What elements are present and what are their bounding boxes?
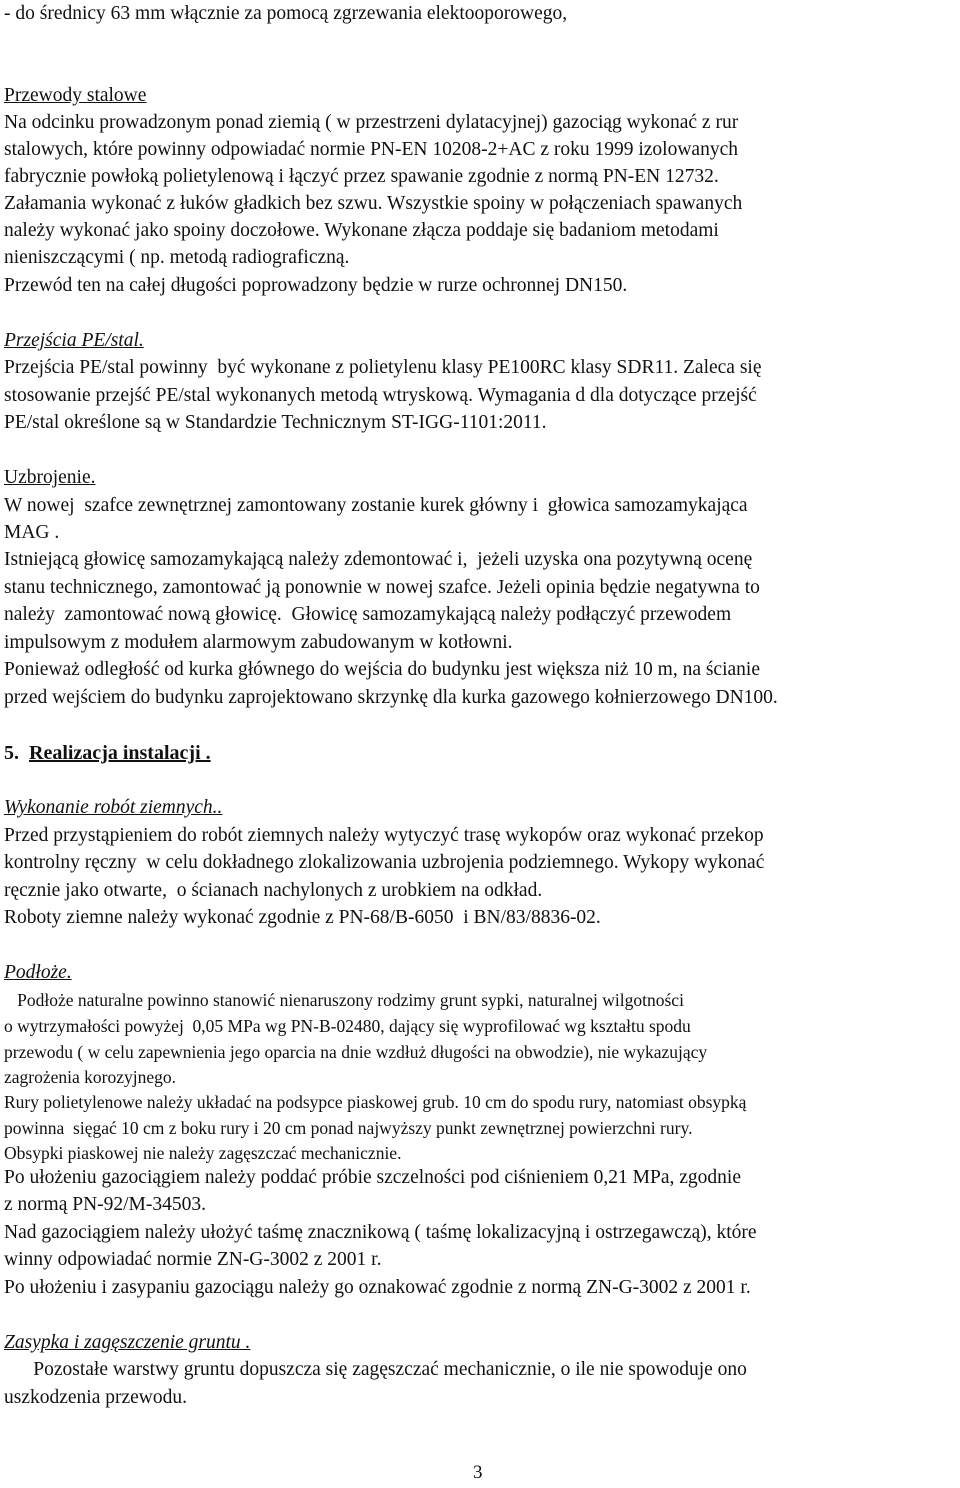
heading-roboty-ziemne: Wykonanie robót ziemnych..: [4, 797, 223, 818]
paragraph-line: przed wejściem do budynku zaprojektowano skrzynkę dla kurka gazowego kołnierzowego DN100.: [4, 687, 778, 708]
paragraph-line: nieniszczącymi ( np. metodą radiograficzną.: [4, 247, 350, 268]
paragraph-line: należy zamontować nową głowicę. Głowicę samozamykającą należy podłączyć przewodem: [4, 604, 732, 625]
paragraph-line: Na odcinku prowadzonym ponad ziemią ( w przestrzeni dylatacyjnej) gazociąg wykonać z rur: [4, 112, 739, 133]
section-title: Realizacja instalacji .: [29, 742, 211, 764]
paragraph-line: Pozostałe warstwy gruntu dopuszcza się zagęszczać mechanicznie, o ile nie spowoduje ono: [4, 1359, 747, 1380]
paragraph-line: stosowanie przejść PE/stal wykonanych metodą wtryskową. Wymagania d dla dotyczące przejść: [4, 385, 757, 406]
paragraph-line: Po ułożeniu i zasypaniu gazociągu należy go oznakować zgodnie z normą ZN-G-3002 z 2001 r.: [4, 1277, 751, 1298]
paragraph-line: Przejścia PE/stal powinny być wykonane z polietylenu klasy PE100RC klasy SDR11. Zaleca się: [4, 357, 762, 378]
paragraph-line: Po ułożeniu gazociągiem należy poddać próbie szczelności pod ciśnieniem 0,21 MPa, zgodnie: [4, 1167, 741, 1188]
paragraph-line: powinna sięgać 10 cm z boku rury i 20 cm ponad najwyższy punkt zewnętrznej powierzchni rury.: [4, 1118, 693, 1138]
paragraph-line: przewodu ( w celu zapewnienia jego oparcia na dnie wzdłuż długości na obwodzie), nie wykazujący: [4, 1042, 708, 1062]
intro-line: - do średnicy 63 mm włącznie za pomocą zgrzewania elektooporowego,: [4, 3, 568, 24]
paragraph-line: kontrolny ręczny w celu dokładnego zlokalizowania uzbrojenia podziemnego. Wykopy wykonać: [4, 852, 765, 873]
heading-uzbrojenie: Uzbrojenie.: [4, 467, 96, 488]
page-number: 3: [473, 1462, 483, 1483]
paragraph-line: Załamania wykonać z łuków gładkich bez szwu. Wszystkie spoiny w połączeniach spawanych: [4, 193, 743, 214]
paragraph-line: MAG .: [4, 522, 60, 543]
heading-podloze: Podłoże.: [4, 962, 72, 983]
paragraph-line: Przed przystąpieniem do robót ziemnych należy wytyczyć trasę wykopów oraz wykonać przekop: [4, 825, 764, 846]
paragraph-line: W nowej szafce zewnętrznej zamontowany zostanie kurek główny i głowica samozamykająca: [4, 495, 748, 516]
paragraph-line: impulsowym z modułem alarmowym zabudowanym w kotłowni.: [4, 632, 513, 653]
paragraph-line: Ponieważ odległość od kurka głównego do wejścia do budynku jest większa niż 10 m, na ścianie: [4, 659, 760, 680]
paragraph-line: ręcznie jako otwarte, o ścianach nachylonych z urobkiem na odkład.: [4, 880, 543, 901]
paragraph-line: fabrycznie powłoką polietylenową i łączyć przez spawanie zgodnie z normą PN-EN 12732.: [4, 166, 719, 187]
paragraph-line: Rury polietylenowe należy układać na podsypce piaskowej grub. 10 cm do spodu rury, natomiast obsypką: [4, 1092, 747, 1112]
paragraph-line: stanu technicznego, zamontować ją ponownie w nowej szafce. Jeżeli opinia będzie negatywna to: [4, 577, 760, 598]
section-heading-5: [4, 740, 211, 766]
heading-przewody-stalowe: Przewody stalowe: [4, 85, 147, 106]
paragraph-line: stalowych, które powinny odpowiadać normie PN-EN 10208-2+AC z roku 1999 izolowanych: [4, 139, 738, 160]
paragraph-line: Nad gazociągiem należy ułożyć taśmę znacznikową ( taśmę lokalizacyjną i ostrzegawczą), które: [4, 1222, 757, 1243]
paragraph-line: o wytrzymałości powyżej 0,05 MPa wg PN-B-02480, dający się wyprofilować wg kształtu spodu: [4, 1016, 691, 1036]
heading-przejscia: Przejścia PE/stal.: [4, 330, 144, 351]
paragraph-line: należy wykonać jako spoiny doczołowe. Wykonane złącza poddaje się badaniom metodami: [4, 220, 719, 241]
paragraph-line: Przewód ten na całej długości poprowadzony będzie w rurze ochronnej DN150.: [4, 275, 628, 296]
paragraph-line: Obsypki piaskowej nie należy zagęszczać mechanicznie.: [4, 1143, 402, 1163]
paragraph-line: uszkodzenia przewodu.: [4, 1387, 188, 1408]
paragraph-line: Podłoże naturalne powinno stanowić nienaruszony rodzimy grunt sypki, naturalnej wilgotności: [4, 990, 684, 1010]
heading-zasypka: Zasypka i zagęszczenie gruntu .: [4, 1332, 251, 1353]
paragraph-line: Istniejącą głowicę samozamykającą należy zdemontować i, jeżeli uzyska ona pozytywną ocenę: [4, 549, 753, 570]
paragraph-line: zagrożenia korozyjnego.: [4, 1067, 177, 1087]
section-number: 5.: [4, 742, 19, 764]
paragraph-line: z normą PN-92/M-34503.: [4, 1194, 207, 1215]
paragraph-line: winny odpowiadać normie ZN-G-3002 z 2001 r.: [4, 1249, 382, 1270]
paragraph-line: Roboty ziemne należy wykonać zgodnie z PN-68/B-6050 i BN/83/8836-02.: [4, 907, 601, 928]
paragraph-line: PE/stal określone są w Standardzie Technicznym ST-IGG-1101:2011.: [4, 412, 547, 433]
